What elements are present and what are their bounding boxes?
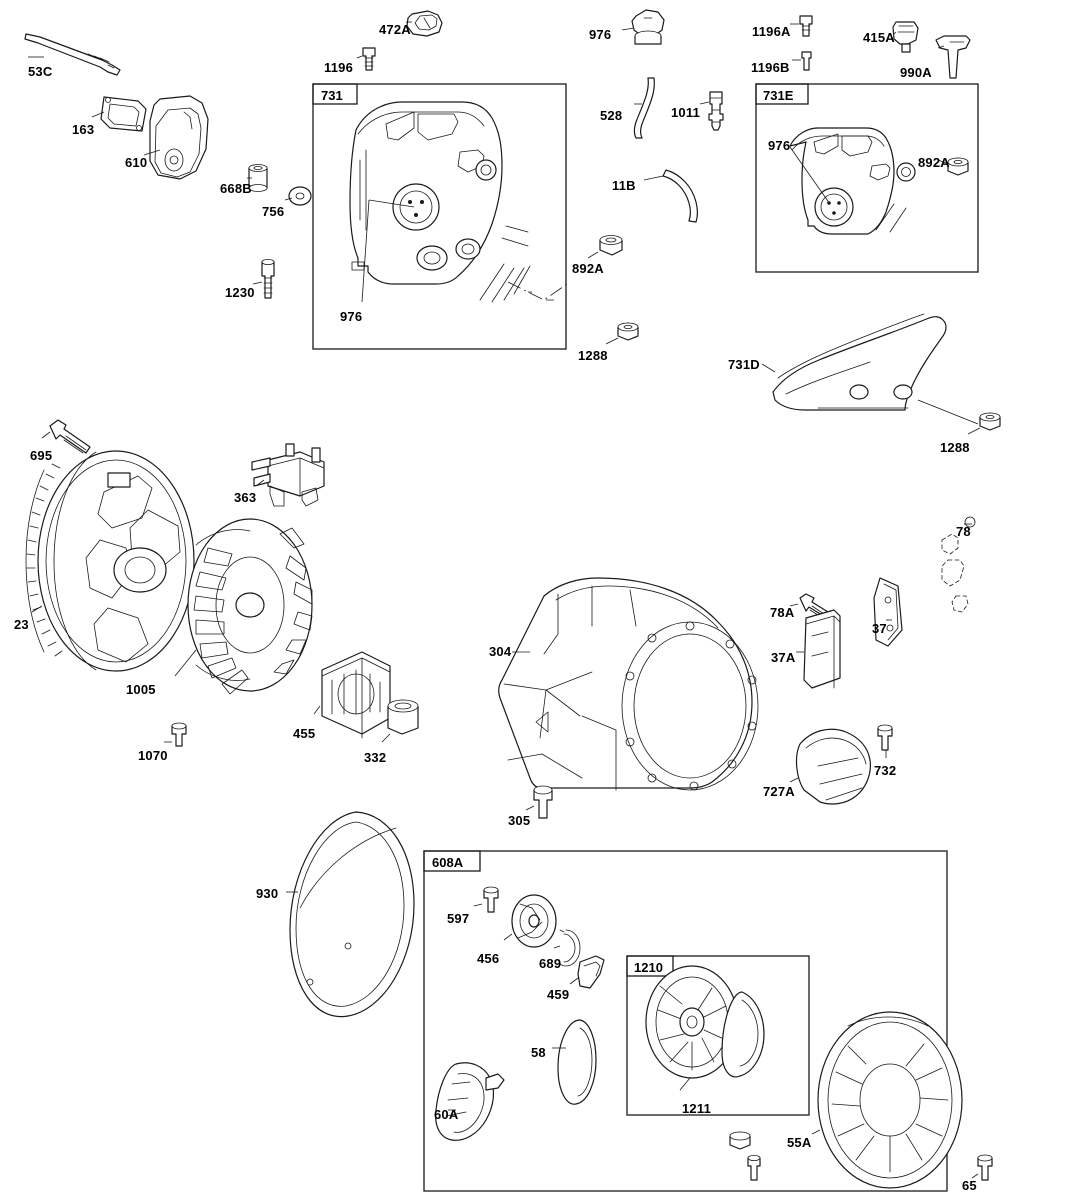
callout-459: 459	[547, 987, 570, 1002]
part-597	[474, 887, 498, 912]
callout-456: 456	[477, 951, 500, 966]
callout-727A: 727A	[763, 784, 795, 799]
box-label-731: 731	[321, 88, 343, 103]
callout-55A: 55A	[787, 1135, 812, 1150]
part-58	[552, 1020, 596, 1104]
callout-731D: 731D	[728, 357, 760, 372]
callout-37: 37	[872, 621, 887, 636]
part-455-cup	[314, 652, 390, 738]
callout-892A-a: 892A	[572, 261, 604, 276]
part-1196	[357, 48, 375, 70]
box-731E	[756, 84, 978, 272]
box-label-1210: 1210	[634, 960, 663, 975]
callout-11B: 11B	[612, 178, 636, 193]
callout-990A: 990A	[900, 65, 932, 80]
callout-78: 78	[956, 524, 971, 539]
callout-732: 732	[874, 763, 897, 778]
callout-37A: 37A	[771, 650, 796, 665]
callout-1196A: 1196A	[752, 24, 791, 39]
callout-53C: 53C	[28, 64, 53, 79]
callout-976-b: 976	[768, 138, 791, 153]
callout-23: 23	[14, 617, 29, 632]
part-1196B	[792, 52, 811, 70]
part-990A	[936, 36, 970, 78]
callout-610: 610	[125, 155, 148, 170]
part-23-flywheel	[26, 451, 194, 671]
part-731-blower-housing	[350, 102, 570, 302]
callout-163: 163	[72, 122, 95, 137]
callout-892A-b: 892A	[918, 155, 950, 170]
part-304-crankcase	[499, 578, 758, 790]
part-1288-a	[606, 323, 638, 344]
part-332	[382, 700, 418, 742]
part-1011	[700, 92, 723, 130]
callout-930: 930	[256, 886, 279, 901]
part-610	[144, 96, 208, 179]
callout-1011: 1011	[671, 105, 701, 120]
callout-597: 597	[447, 911, 470, 926]
callout-1288-b: 1288	[940, 440, 970, 455]
callout-455: 455	[293, 726, 316, 741]
callout-1196B: 1196B	[751, 60, 790, 75]
callout-65: 65	[962, 1178, 977, 1193]
callout-58: 58	[531, 1045, 546, 1060]
callout-472A: 472A	[379, 22, 411, 37]
part-731D-cowl	[762, 314, 978, 424]
part-732	[878, 725, 892, 758]
part-415A	[893, 22, 918, 52]
part-528	[634, 78, 654, 138]
part-976-top	[622, 10, 664, 44]
part-55A-rewind	[812, 1012, 962, 1188]
part-bottom-small	[730, 1132, 760, 1180]
callout-695: 695	[30, 448, 53, 463]
part-930-ring	[286, 812, 414, 1017]
part-459	[570, 956, 604, 988]
callout-1196: 1196	[324, 60, 354, 75]
callout-78A: 78A	[770, 605, 795, 620]
callout-756: 756	[262, 204, 285, 219]
callout-304: 304	[489, 644, 512, 659]
part-1005-fan	[175, 519, 312, 694]
part-1230	[253, 259, 274, 298]
callout-1211: 1211	[682, 1101, 712, 1116]
part-727A-shield	[790, 729, 870, 804]
part-1210-pulley	[646, 966, 764, 1090]
part-163	[92, 97, 146, 131]
part-60A-handle	[436, 1063, 504, 1141]
callout-668B: 668B	[220, 181, 252, 196]
part-65	[972, 1155, 992, 1180]
callout-332: 332	[364, 750, 387, 765]
part-1070	[164, 723, 186, 746]
callout-976-a: 976	[589, 27, 612, 42]
box-label-731E: 731E	[763, 88, 794, 103]
part-37A	[796, 610, 840, 688]
callout-305: 305	[508, 813, 531, 828]
callout-1070: 1070	[138, 748, 168, 763]
part-472A	[406, 11, 442, 36]
callout-976-c: 976	[340, 309, 363, 324]
part-756	[285, 187, 311, 205]
callout-415A: 415A	[863, 30, 895, 45]
part-11B	[644, 170, 698, 222]
callout-528: 528	[600, 108, 623, 123]
part-892A-center	[588, 236, 622, 259]
callout-1288-a: 1288	[578, 348, 608, 363]
part-456	[504, 895, 556, 947]
part-1288-b	[968, 413, 1000, 434]
callout-689: 689	[539, 956, 562, 971]
part-363	[252, 444, 324, 506]
part-731E-housing	[790, 128, 915, 234]
callout-1230: 1230	[225, 285, 255, 300]
callout-60A: 60A	[434, 1107, 459, 1122]
part-1196A	[790, 16, 812, 36]
box-label-608A: 608A	[432, 855, 464, 870]
callout-1005: 1005	[126, 682, 156, 697]
callout-363: 363	[234, 490, 257, 505]
